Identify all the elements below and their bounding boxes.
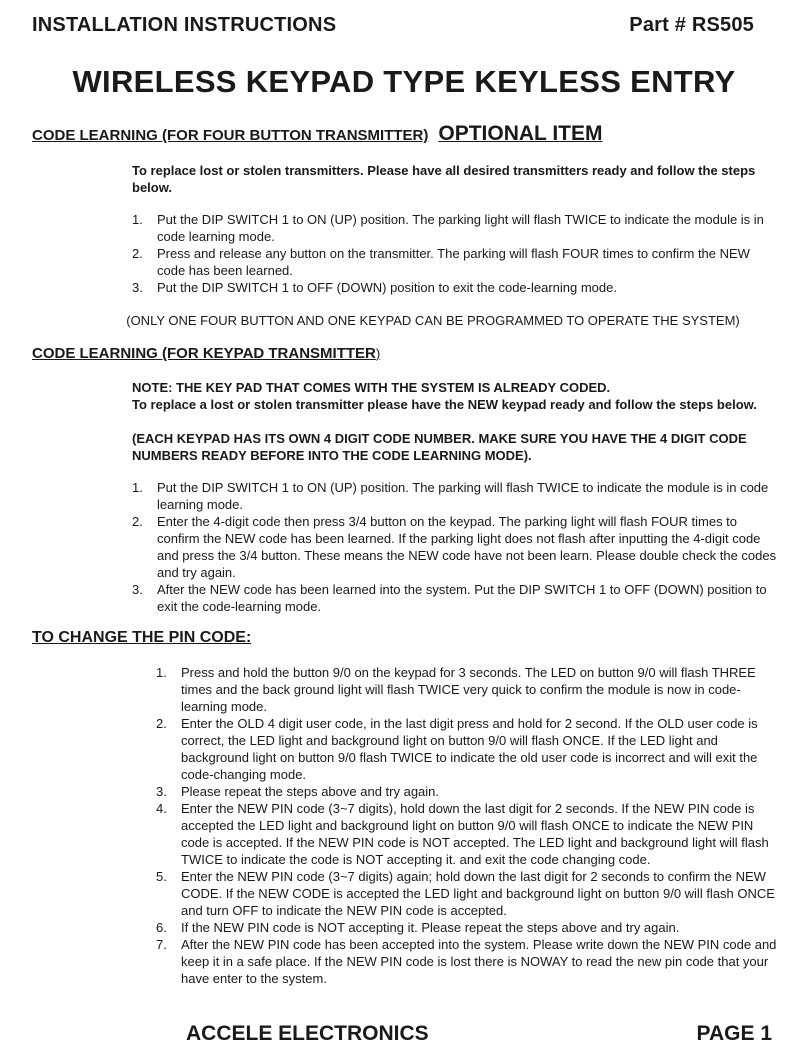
section-heading-change-pin: TO CHANGE THE PIN CODE: — [32, 629, 252, 646]
step-text: Put the DIP SWITCH 1 to ON (UP) position. The parking will flash TWICE to indicate the module is in code learning mode. — [157, 480, 769, 512]
page-footer — [186, 1022, 772, 1046]
section-heading-paren: ) — [375, 346, 381, 361]
keypad-note-replace: To replace a lost or stolen transmitter please have the NEW keypad ready and follow the steps below. — [132, 397, 757, 412]
section-heading-text: CODE LEARNING (FOR KEYPAD TRANSMITTER — [32, 345, 376, 362]
step-text: If the NEW PIN code is NOT accepting it. Please repeat the steps above and try again. — [181, 920, 680, 935]
list-item — [132, 245, 777, 279]
step-number: 3. — [156, 784, 167, 799]
step-number: 1. — [132, 212, 143, 227]
section1-steps — [132, 211, 777, 296]
section-heading-text: CODE LEARNING (FOR FOUR BUTTON TRANSMITTER) — [32, 127, 429, 144]
step-text: Put the DIP SWITCH 1 to OFF (DOWN) position to exit the code-learning mode. — [157, 280, 617, 295]
list-item — [156, 715, 778, 783]
doc-type-label: INSTALLATION INSTRUCTIONS — [32, 14, 337, 36]
company-name: ACCELE ELECTRONICS — [186, 1022, 429, 1045]
step-number: 1. — [156, 665, 167, 680]
section-heading-keypad — [32, 345, 380, 362]
step-number: 4. — [156, 801, 167, 816]
step-text: Please repeat the steps above and try again. — [181, 784, 440, 799]
list-item — [156, 800, 778, 868]
step-text: After the NEW code has been learned into the system. Put the DIP SWITCH 1 to OFF (DOWN) position to exit the code-learning mode. — [157, 582, 767, 614]
list-item — [132, 211, 777, 245]
list-item — [156, 664, 778, 715]
page-header — [32, 14, 754, 37]
list-item — [156, 868, 778, 919]
list-item — [156, 919, 778, 936]
optional-item-tag: OPTIONAL ITEM — [438, 122, 603, 145]
section-heading-four-button — [32, 122, 603, 146]
step-text: Press and hold the button 9/0 on the keypad for 3 seconds. The LED on button 9/0 will flash THREE times and the back ground light will flash TWICE very quick to confirm the module is now in code-learning mode. — [181, 665, 756, 714]
section3-steps — [156, 664, 778, 987]
section2-steps — [132, 479, 777, 615]
step-number: 1. — [132, 480, 143, 495]
keypad-note-coded: NOTE: THE KEY PAD THAT COMES WITH THE SYSTEM IS ALREADY CODED. — [132, 380, 611, 395]
part-number: Part # RS505 — [629, 14, 754, 36]
step-text: After the NEW PIN code has been accepted into the system. Please write down the NEW PIN code and keep it in a safe place. If the NEW PIN code is lost there is NOWAY to read the new pin code that your have enter to the system. — [181, 937, 777, 986]
step-number: 7. — [156, 937, 167, 952]
section1-intro: To replace lost or stolen transmitters. Please have all desired transmitters ready and follow the steps below. — [132, 163, 756, 195]
list-item — [132, 513, 777, 581]
page-title: WIRELESS KEYPAD TYPE KEYLESS ENTRY — [72, 64, 736, 99]
list-item — [156, 783, 778, 800]
list-item — [132, 581, 777, 615]
step-number: 3. — [132, 582, 143, 597]
page-number: PAGE 1 — [696, 1022, 772, 1045]
step-text: Press and release any button on the transmitter. The parking will flash FOUR times to confirm the NEW code has been learned. — [157, 246, 750, 278]
list-item — [132, 479, 777, 513]
step-text: Enter the 4-digit code then press 3/4 button on the keypad. The parking light will flash FOUR times to confirm the NEW code has been learned. If the parking light does not flash after inputting the 4-digit code and press the 3/4 button. These means the NEW code have not been learn. Please double check the codes and try again. — [157, 514, 777, 580]
step-text: Enter the NEW PIN code (3~7 digits), hold down the last digit for 2 seconds. If the NEW PIN code is accepted the LED light and background light on button 9/0 will flash ONCE to indicate the NEW PIN code is accepted. If the NEW PIN code is NOT accepted. The LED light and background light will flash TWICE to indicate the code is NOT accepting it. and exit the code changing code. — [181, 801, 769, 867]
programming-limit-note: (ONLY ONE FOUR BUTTON AND ONE KEYPAD CAN BE PROGRAMMED TO OPERATE THE SYSTEM) — [126, 313, 740, 328]
step-text: Put the DIP SWITCH 1 to ON (UP) position. The parking light will flash TWICE to indicate the module is in code learning mode. — [157, 212, 764, 244]
list-item — [132, 279, 777, 296]
step-text: Enter the OLD 4 digit user code, in the last digit press and hold for 2 second. If the OLD user code is correct, the LED light and background light on button 9/0 will flash ONCE. If the LED light and background light on button 9/0 flash TWICE to indicate the old user code is incorrect and will exit the code-changing mode. — [181, 716, 758, 782]
step-number: 6. — [156, 920, 167, 935]
step-text: Enter the NEW PIN code (3~7 digits) again; hold down the last digit for 2 seconds to confirm the NEW CODE. If the NEW CODE is accepted the LED light and background light on button 9/0 will flash ONCE and turn OFF to indicate the NEW PIN code is accepted. — [181, 869, 775, 918]
keypad-note-code-number: (EACH KEYPAD HAS ITS OWN 4 DIGIT CODE NUMBER. MAKE SURE YOU HAVE THE 4 DIGIT CODE NUMBERS READY BEFORE INTO THE CODE LEARNING MODE). — [132, 431, 747, 463]
step-number: 3. — [132, 280, 143, 295]
list-item — [156, 936, 778, 987]
step-number: 2. — [156, 716, 167, 731]
step-number: 5. — [156, 869, 167, 884]
step-number: 2. — [132, 246, 143, 261]
step-number: 2. — [132, 514, 143, 529]
